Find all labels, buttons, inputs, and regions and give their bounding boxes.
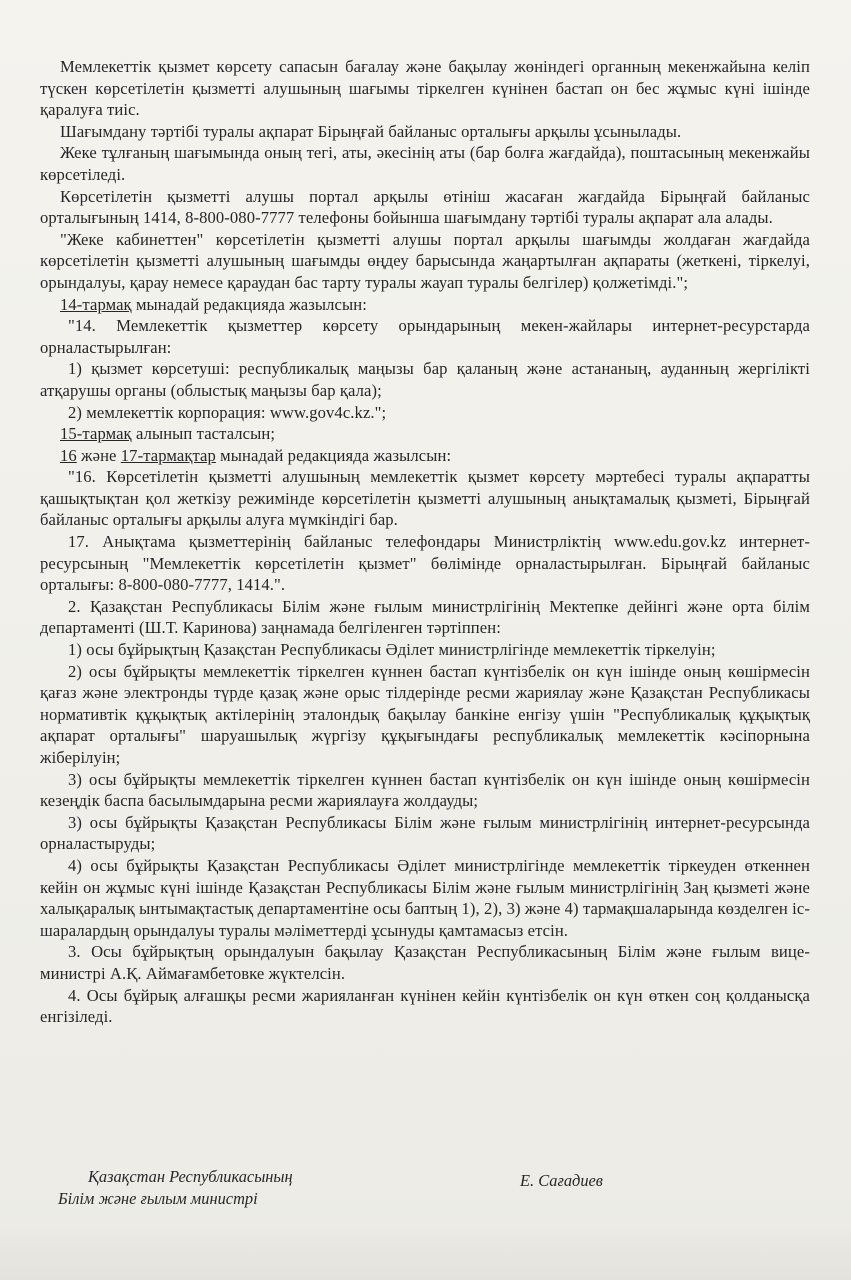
amendment-p16-p17-rest: мынадай редакцияда жазылсын: [215, 445, 452, 465]
order-subitem-3a: 3) осы бұйрықты мемлекеттік тіркелген күннен бастап күнтізбелік он күн ішінде оның көшірмесін кезеңдік баспа басылымдарына ресми жариялауға жолдауды; [40, 769, 810, 811]
order-subitem-3b: 3) осы бұйрықты Қазақстан Республикасы Білім және ғылым министрлігінің интернет-ресурсында орналастыруды; [40, 812, 810, 854]
signature-title-line1: Қазақстан Республикасының [88, 1167, 293, 1186]
amendment-conjunction: және [76, 445, 121, 465]
link-p16[interactable]: 16 [60, 445, 77, 465]
document-body [40, 56, 810, 1028]
amendment-p17-text: 17. Анықтама қызметтерінің байланыс телефондары Министрліктің www.edu.gov.kz интернет-ресурсының "Мемлекеттік көрсетілетін қызмет" бөлімінде орналастырылған. Бірыңғай байланыс орталығы: 8-800-080-7777, 1414.". [40, 532, 810, 595]
paragraph-complaint-info: Шағымдану тәртібі туралы ақпарат Бірыңғай байланыс орталығы арқылы ұсынылады. [60, 121, 682, 141]
order-item-4: 4. Осы бұйрық алғашқы ресми жарияланған күнінен кейін күнтізбелік он күн өткен соң қолданысқа енгізіледі. [40, 985, 810, 1027]
amendment-p14-item2: 2) мемлекеттік корпорация: www.gov4c.kz."; [68, 402, 387, 422]
amendment-p14-text: "14. Мемлекеттік қызметтер көрсету орындарының мекен-жайлары интернет-ресурстарда орналастырылған: [40, 316, 810, 357]
amendment-p15-rest: алынып тасталсын; [131, 424, 276, 444]
paragraph-complaint-content: Жеке тұлғаның шағымында оның тегі, аты, әкесінің аты (бар болға жағдайда), поштасының мекенжайы көрсетіледі. [40, 143, 810, 184]
amendment-p14-rest: мынадай редакцияда жазылсын: [131, 294, 367, 314]
paragraph-portal-info: Көрсетілетін қызметті алушы портал арқылы өтініш жасаған жағдайда Бірыңғай байланыс орталығының 1414, 8-800-080-7777 телефоны бойынша шағымдану тәртібі туралы ақпарат ала алады. [40, 186, 810, 228]
link-p14[interactable]: 14-тармақ [60, 294, 132, 314]
paper-shadow [0, 1220, 851, 1280]
amendment-p16-text: "16. Көрсетілетін қызметті алушының мемлекеттік қызмет көрсету мәртебесі туралы ақпаратты қашықтықтан қол жеткізу режимінде көрсетілетін қызметті алушының анықтамалық қызметі, Бірыңғай байланыс орталығы арқылы алуға мүмкіндігі бар. [40, 467, 810, 530]
signature-title [58, 1166, 293, 1209]
order-subitem-1: 1) осы бұйрықтың Қазақстан Республикасы Әділет министрлігінде мемлекеттік тіркелуін; [68, 640, 716, 660]
amendment-p16-p17-heading [40, 445, 810, 467]
link-p15[interactable]: 15-тармақ [60, 424, 132, 444]
amendment-p14-item1: 1) қызмет көрсетуші: республикалық маңызы бар қаланың және астананың, ауданның жергілікті атқарушы органы (облыстық маңызы бар қала); [40, 359, 810, 400]
signature-title-line2: Білім және ғылым министрі [58, 1188, 258, 1208]
paragraph-complaint-deadline: Мемлекеттік қызмет көрсету сапасын бағалау және бақылау жөніндегі органның мекенжайына келіп түскен көрсетілетін қызметті алушының шағымы тіркелген күнінен бастап он бес жұмыс күні ішінде қаралуға тиіс. [40, 57, 810, 120]
link-p17[interactable]: 17-тармақтар [120, 445, 216, 465]
amendment-p15 [40, 423, 810, 445]
order-item-2-intro: 2. Қазақстан Республикасы Білім және ғылым министрлігінің Мектепке дейінгі және орта білім департаменті (Ш.Т. Каринова) заңнамада белгіленген тәртіппен: [40, 596, 810, 638]
paragraph-personal-cabinet: "Жеке кабинеттен" көрсетілетін қызметті алушы портал арқылы шағымды жолдаған жағдайда көрсетілетін қызметті алушының шағымды өңдеу барысында жаңартылған ақпараты (жеткені, тіркелуі, орындалуы, қарау немесе қараудан бас тарту туралы жауап туралы белгілер) қолжетімді."; [40, 229, 810, 292]
order-subitem-4: 4) осы бұйрықты Қазақстан Республикасы Әділет министрлігінде мемлекеттік тіркеуден өткеннен кейін он жұмыс күні ішінде Қазақстан Республикасы Білім және ғылым министрлігінің Заң қызметі және халықаралық ынтымақтастық департаментіне осы баптың 1), 2), 3) және 4) тармақшаларында көзделген іс-шаралардың орындалуы туралы мәліметтерді ұсынуды қамтамасыз етсін. [40, 855, 810, 940]
order-item-3: 3. Осы бұйрықтың орындалуын бақылау Қазақстан Республикасының Білім және ғылым вице-министрі А.Қ. Аймағамбетовке жүктелсін. [40, 942, 810, 983]
amendment-p14-heading [40, 294, 810, 316]
order-subitem-2: 2) осы бұйрықты мемлекеттік тіркелген күннен бастап күнтізбелік он күн ішінде оның көшірмесін қағаз және электронды түрде қазақ және орыс тілдерінде ресми жариялау және Қазақстан Республикасы нормативтік құқықтық актілерінің эталондық бақылау банкіне енгізу үшін "Республикалық құқықтық ақпарат орталығы" шаруашылық жүргізу құқығындағы республикалық мемлекеттік кәсіпорнына жіберілуін; [40, 661, 810, 767]
signature-name: Е. Сағадиев [520, 1171, 603, 1190]
